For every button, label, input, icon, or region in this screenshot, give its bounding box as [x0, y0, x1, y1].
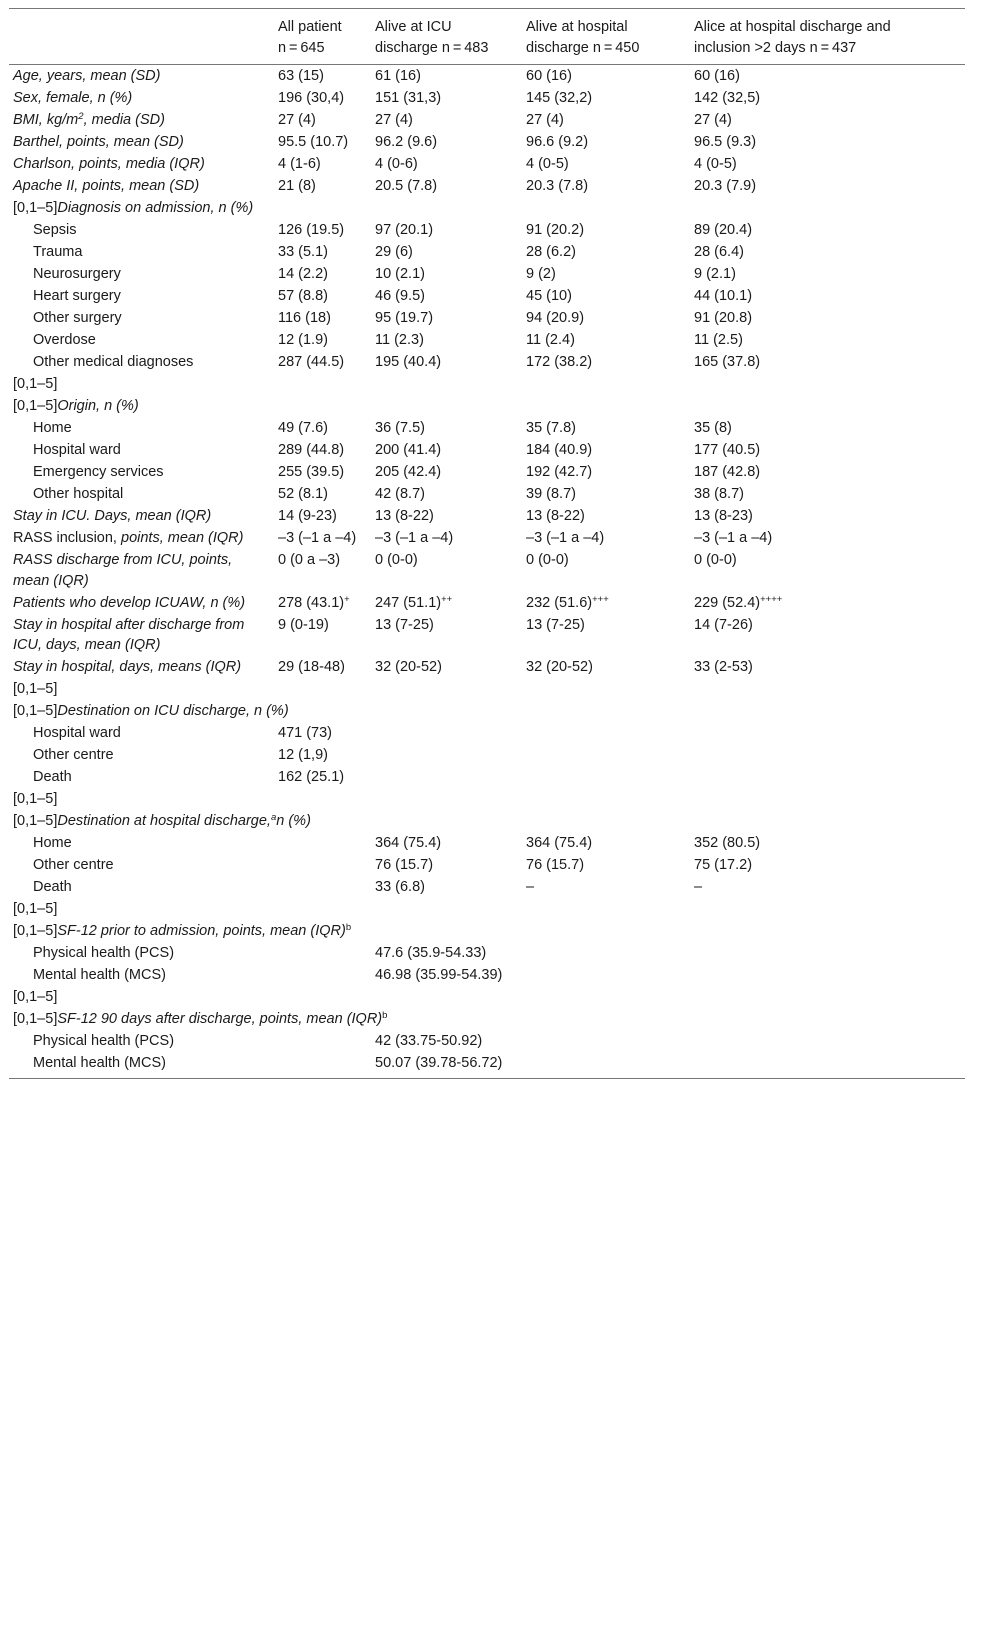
- table-row: [9, 131, 965, 153]
- table-row: [9, 942, 965, 964]
- table-row: [9, 241, 965, 263]
- table-row: [9, 285, 965, 307]
- row-label: Barthel, points, mean (SD): [13, 134, 184, 150]
- cell-alive-icu: 13 (8-22): [375, 508, 434, 524]
- table-row: [9, 766, 965, 788]
- cell-alive-icu: 10 (2.1): [375, 266, 425, 282]
- cell-alive-inclusion: 33 (2-53): [694, 659, 753, 675]
- section-row-icu-destination: [9, 700, 965, 722]
- cell-alive-icu: 33 (6.8): [375, 879, 425, 895]
- cell-all-patient: 0 (0 a –3): [278, 552, 341, 568]
- table-row: [9, 505, 965, 527]
- cell-alive-icu: 0 (0-0): [375, 552, 418, 568]
- cell-alive-hospital: 28 (6.2): [526, 244, 576, 260]
- cell-alive-icu: 76 (15.7): [375, 857, 434, 873]
- cell-alive-icu: 20.5 (7.8): [375, 178, 438, 194]
- cell-alive-inclusion: 75 (17.2): [694, 857, 753, 873]
- cell-alive-inclusion: 28 (6.4): [694, 244, 744, 260]
- table-row: [9, 744, 965, 766]
- row-label: Overdose: [33, 332, 96, 348]
- row-label: Other hospital: [33, 486, 124, 502]
- section-label: [0,1–5]Destination at hospital discharge,$^a$n (%): [13, 812, 311, 829]
- cell-all-patient: 9 (0-19): [278, 616, 329, 633]
- cell-alive-inclusion: 91 (20.8): [694, 310, 753, 326]
- header-label: [9, 9, 274, 65]
- table-container: [9, 8, 965, 1079]
- cell-alive-icu: 42 (33.75-50.92): [375, 1033, 483, 1049]
- section-row-sf12-prior: [9, 920, 965, 942]
- cell-alive-hospital: 364 (75.4): [526, 835, 593, 851]
- row-label: Stay in ICU. Days, mean (IQR): [13, 508, 212, 524]
- cell-alive-icu: 11 (2.3): [375, 332, 424, 348]
- cell-alive-inclusion: 44 (10.1): [694, 288, 753, 304]
- table-row: [9, 329, 965, 351]
- cell-all-patient: 33 (5.1): [278, 244, 328, 260]
- cell-alive-inclusion: [690, 964, 965, 986]
- cell-alive-inclusion: [690, 766, 965, 788]
- cell-alive-icu: 61 (16): [375, 68, 421, 84]
- section-label: [0,1–5]SF-12 90 days after discharge, points, mean (IQR)$^b$: [13, 1010, 388, 1027]
- row-label: Trauma: [33, 244, 83, 260]
- cell-alive-icu: –3 (–1 a –4): [375, 530, 454, 546]
- row-label: Other medical diagnoses: [33, 354, 194, 370]
- table-row: [9, 549, 965, 592]
- cell-alive-hospital: 192 (42.7): [526, 464, 593, 480]
- cell-alive-inclusion: [690, 1030, 965, 1052]
- cell-alive-icu: 29 (6): [375, 244, 413, 260]
- cell-all-patient: 162 (25.1): [278, 769, 345, 785]
- cell-alive-inclusion: 96.5 (9.3): [694, 134, 757, 150]
- table-row: [9, 483, 965, 505]
- cell-all-patient: [274, 964, 371, 986]
- cell-all-patient: 255 (39.5): [278, 464, 345, 480]
- table-row: [9, 527, 965, 549]
- cell-alive-hospital: 94 (20.9): [526, 310, 585, 326]
- cell-alive-icu: 46 (9.5): [375, 288, 425, 304]
- row-label: Apache II, points, mean (SD): [13, 178, 200, 194]
- cell-all-patient: 126 (19.5): [278, 222, 345, 238]
- table-row: [9, 656, 965, 678]
- cell-alive-hospital: 9 (2): [526, 266, 556, 282]
- table-row: [9, 1052, 965, 1078]
- cell-alive-hospital: 60 (16): [526, 68, 572, 84]
- row-label: Home: [33, 420, 72, 436]
- cell-all-patient: [274, 854, 371, 876]
- table-row: [9, 854, 965, 876]
- cell-alive-icu: 151 (31,3): [375, 90, 442, 106]
- cell-alive-hospital: 96.6 (9.2): [526, 134, 589, 150]
- cell-alive-inclusion: –3 (–1 a –4): [694, 530, 773, 546]
- row-label: Patients who develop ICUAW, n (%): [13, 594, 246, 611]
- cell-all-patient: 52 (8.1): [278, 486, 328, 502]
- cell-alive-inclusion: 9 (2.1): [694, 266, 736, 282]
- cell-alive-icu: 364 (75.4): [375, 835, 442, 851]
- cell-all-patient: [274, 942, 371, 964]
- table-row: [9, 1030, 965, 1052]
- cell-alive-icu: 95 (19.7): [375, 310, 434, 326]
- cell-alive-hospital: 13 (8-22): [526, 508, 585, 524]
- cell-alive-hospital: [522, 722, 690, 744]
- cell-alive-hospital: 13 (7-25): [526, 616, 585, 633]
- table-row: [9, 219, 965, 241]
- table-row: [9, 592, 965, 614]
- cell-alive-hospital: 20.3 (7.8): [526, 178, 589, 194]
- cell-all-patient: [274, 1052, 371, 1078]
- cell-alive-hospital: [522, 964, 690, 986]
- cell-all-patient: 12 (1,9): [278, 747, 328, 763]
- row-label: Physical health (PCS): [33, 945, 175, 961]
- separator-marker: [0,1–5]: [13, 901, 58, 917]
- separator-row: [9, 373, 965, 395]
- row-label: Mental health (MCS): [33, 1055, 166, 1071]
- cell-alive-hospital: 172 (38.2): [526, 354, 593, 370]
- table-row: [9, 876, 965, 898]
- cell-alive-hospital: 184 (40.9): [526, 442, 593, 458]
- cell-alive-hospital: 32 (20-52): [526, 659, 593, 675]
- cell-all-patient: 21 (8): [278, 178, 316, 194]
- cell-alive-inclusion: [690, 942, 965, 964]
- cell-alive-inclusion: 165 (37.8): [694, 354, 761, 370]
- separator-marker: [0,1–5]: [13, 989, 58, 1005]
- cell-alive-inclusion: 27 (4): [694, 112, 732, 128]
- cell-alive-icu: 42 (8.7): [375, 486, 425, 502]
- cell-alive-icu: 200 (41.4): [375, 442, 442, 458]
- table-row: [9, 87, 965, 109]
- row-label: Emergency services: [33, 464, 164, 480]
- separator-row: [9, 788, 965, 810]
- table-row: [9, 109, 965, 131]
- cell-alive-inclusion: [690, 722, 965, 744]
- cell-alive-inclusion: 177 (40.5): [694, 442, 761, 458]
- cell-alive-icu: 4 (0-6): [375, 156, 418, 172]
- row-label: Hospital ward: [33, 725, 121, 741]
- cell-alive-icu: [371, 766, 522, 788]
- row-label: Other centre: [33, 747, 114, 763]
- row-label: Neurosurgery: [33, 266, 121, 282]
- cell-alive-hospital: 0 (0-0): [526, 552, 569, 568]
- table-row: [9, 175, 965, 197]
- row-label: Sex, female, n (%): [13, 90, 133, 106]
- separator-marker: [0,1–5]: [13, 681, 58, 697]
- cell-alive-hospital: [522, 766, 690, 788]
- cell-alive-icu: 97 (20.1): [375, 222, 434, 238]
- cell-all-patient: 471 (73): [278, 725, 333, 741]
- row-label: Home: [33, 835, 72, 851]
- cell-alive-hospital: 91 (20.2): [526, 222, 585, 238]
- cell-alive-icu: 47.6 (35.9-54.33): [375, 945, 487, 961]
- cell-alive-icu: 36 (7.5): [375, 420, 425, 436]
- row-label: Heart surgery: [33, 288, 121, 304]
- cell-alive-icu: 27 (4): [375, 112, 413, 128]
- cell-alive-hospital: [522, 744, 690, 766]
- cell-alive-inclusion: 60 (16): [694, 68, 740, 84]
- cell-alive-inclusion: 14 (7-26): [694, 616, 753, 633]
- separator-marker: [0,1–5]: [13, 376, 58, 392]
- table-row: [9, 153, 965, 175]
- cell-alive-hospital: 145 (32,2): [526, 90, 593, 106]
- cell-all-patient: [274, 1030, 371, 1052]
- separator-row: [9, 678, 965, 700]
- section-label: [0,1–5]Origin, n (%): [13, 398, 139, 414]
- row-label: Mental health (MCS): [33, 967, 166, 983]
- table-row: [9, 65, 965, 88]
- cell-all-patient: 278 (43.1)+: [278, 593, 350, 611]
- cell-alive-inclusion: 4 (0-5): [694, 156, 737, 172]
- separator-marker: [0,1–5]: [13, 791, 58, 807]
- cell-alive-hospital: 76 (15.7): [526, 857, 585, 873]
- row-label: Death: [33, 879, 72, 895]
- row-label: Death: [33, 769, 72, 785]
- cell-all-patient: 27 (4): [278, 112, 316, 128]
- cell-alive-icu: 205 (42.4): [375, 464, 442, 480]
- row-label: RASS discharge from ICU, points, mean (IQR): [13, 552, 233, 589]
- table-row: [9, 832, 965, 854]
- cell-all-patient: 63 (15): [278, 68, 324, 84]
- table-row: [9, 614, 965, 657]
- section-label: [0,1–5]Diagnosis on admission, n (%): [13, 200, 254, 216]
- cell-alive-hospital: [522, 1030, 690, 1052]
- row-label: Sepsis: [33, 222, 77, 238]
- cell-alive-icu: [371, 744, 522, 766]
- separator-row: [9, 898, 965, 920]
- cell-alive-inclusion: 89 (20.4): [694, 222, 753, 238]
- row-label: Charlson, points, media (IQR): [13, 156, 205, 172]
- header-all-patient: All patient n = 645: [278, 19, 342, 56]
- table-row: [9, 964, 965, 986]
- cell-alive-inclusion: 352 (80.5): [694, 835, 761, 851]
- cell-alive-hospital: 232 (51.6)+++: [526, 593, 609, 611]
- cell-all-patient: 289 (44.8): [278, 442, 345, 458]
- row-label: RASS inclusion, points, mean (IQR): [13, 530, 244, 546]
- cell-alive-icu: 46.98 (35.99-54.39): [375, 967, 503, 983]
- cell-alive-inclusion: [690, 1052, 965, 1078]
- cell-alive-hospital: [522, 942, 690, 964]
- section-row-sf12-after: [9, 1008, 965, 1030]
- cell-all-patient: 287 (44.5): [278, 354, 345, 370]
- header-alive-icu-discharge: Alive at ICU discharge n = 483: [375, 19, 489, 56]
- cell-all-patient: 116 (18): [278, 310, 331, 326]
- cell-alive-inclusion: 13 (8-23): [694, 508, 753, 524]
- cell-all-patient: 95.5 (10.7): [278, 134, 349, 150]
- row-label: Stay in hospital, days, means (IQR): [13, 659, 242, 675]
- cell-alive-hospital: 4 (0-5): [526, 156, 569, 172]
- cell-alive-inclusion: 38 (8.7): [694, 486, 744, 502]
- section-row-origin: [9, 395, 965, 417]
- cell-alive-inclusion: 187 (42.8): [694, 464, 761, 480]
- cell-alive-inclusion: 35 (8): [694, 420, 732, 436]
- section-label: [0,1–5]Destination on ICU discharge, n (%): [13, 703, 289, 719]
- section-row-diagnosis: [9, 197, 965, 219]
- cell-alive-icu: 247 (51.1)++: [375, 593, 453, 611]
- table-row: [9, 417, 965, 439]
- cell-alive-hospital: 45 (10): [526, 288, 572, 304]
- cell-all-patient: 29 (18-48): [278, 659, 345, 675]
- row-label: Age, years, mean (SD): [13, 68, 161, 84]
- cell-alive-inclusion: [690, 744, 965, 766]
- cell-alive-icu: 195 (40.4): [375, 354, 442, 370]
- cell-alive-icu: 50.07 (39.78-56.72): [375, 1055, 503, 1071]
- table-row: [9, 439, 965, 461]
- table-row: [9, 461, 965, 483]
- table-row: [9, 307, 965, 329]
- cell-alive-hospital: –: [526, 879, 535, 895]
- cell-alive-inclusion: 142 (32,5): [694, 90, 761, 106]
- cell-alive-inclusion: 0 (0-0): [694, 552, 737, 568]
- table-row: [9, 722, 965, 744]
- section-row-hospital-destination: [9, 810, 965, 832]
- cell-alive-hospital: 27 (4): [526, 112, 564, 128]
- cell-alive-inclusion: –: [694, 879, 703, 895]
- row-label: Other centre: [33, 857, 114, 873]
- cell-alive-inclusion: 11 (2.5): [694, 332, 743, 348]
- row-label: Hospital ward: [33, 442, 121, 458]
- cell-all-patient: 4 (1-6): [278, 156, 321, 172]
- cell-all-patient: 14 (2.2): [278, 266, 328, 282]
- cell-alive-inclusion: 229 (52.4)++++: [694, 593, 783, 611]
- table-header-row: [9, 9, 965, 65]
- cell-all-patient: 49 (7.6): [278, 420, 328, 436]
- cell-alive-inclusion: 20.3 (7.9): [694, 178, 757, 194]
- cell-alive-hospital: 11 (2.4): [526, 332, 575, 348]
- row-label: Stay in hospital after discharge from ICU, days, mean (IQR): [13, 616, 245, 653]
- cell-all-patient: [274, 832, 371, 854]
- header-alive-hospital-discharge: Alive at hospital discharge n = 450: [526, 19, 640, 56]
- cell-all-patient: –3 (–1 a –4): [278, 530, 357, 546]
- row-label: BMI, $kg/m^2$, media (SD): [13, 111, 165, 128]
- cell-all-patient: 57 (8.8): [278, 288, 328, 304]
- cell-all-patient: [274, 876, 371, 898]
- separator-row: [9, 986, 965, 1008]
- row-label: Physical health (PCS): [33, 1033, 175, 1049]
- table-row: [9, 263, 965, 285]
- section-label: [0,1–5]SF-12 prior to admission, points, mean (IQR)$^b$: [13, 922, 352, 939]
- patient-characteristics-table: [9, 8, 965, 1079]
- cell-all-patient: 14 (9-23): [278, 508, 337, 524]
- cell-all-patient: 196 (30,4): [278, 90, 345, 106]
- cell-alive-hospital: 35 (7.8): [526, 420, 576, 436]
- row-label: Other surgery: [33, 310, 122, 326]
- cell-all-patient: 12 (1.9): [278, 332, 328, 348]
- cell-alive-icu: [371, 722, 522, 744]
- cell-alive-icu: 32 (20-52): [375, 659, 442, 675]
- cell-alive-icu: 96.2 (9.6): [375, 134, 438, 150]
- table-row: [9, 351, 965, 373]
- cell-alive-hospital: –3 (–1 a –4): [526, 530, 605, 546]
- cell-alive-hospital: 39 (8.7): [526, 486, 576, 502]
- cell-alive-hospital: [522, 1052, 690, 1078]
- cell-alive-icu: 13 (7-25): [375, 616, 434, 633]
- header-alive-hospital-discharge-inclusion: Alice at hospital discharge and inclusion >2 days n = 437: [694, 19, 891, 56]
